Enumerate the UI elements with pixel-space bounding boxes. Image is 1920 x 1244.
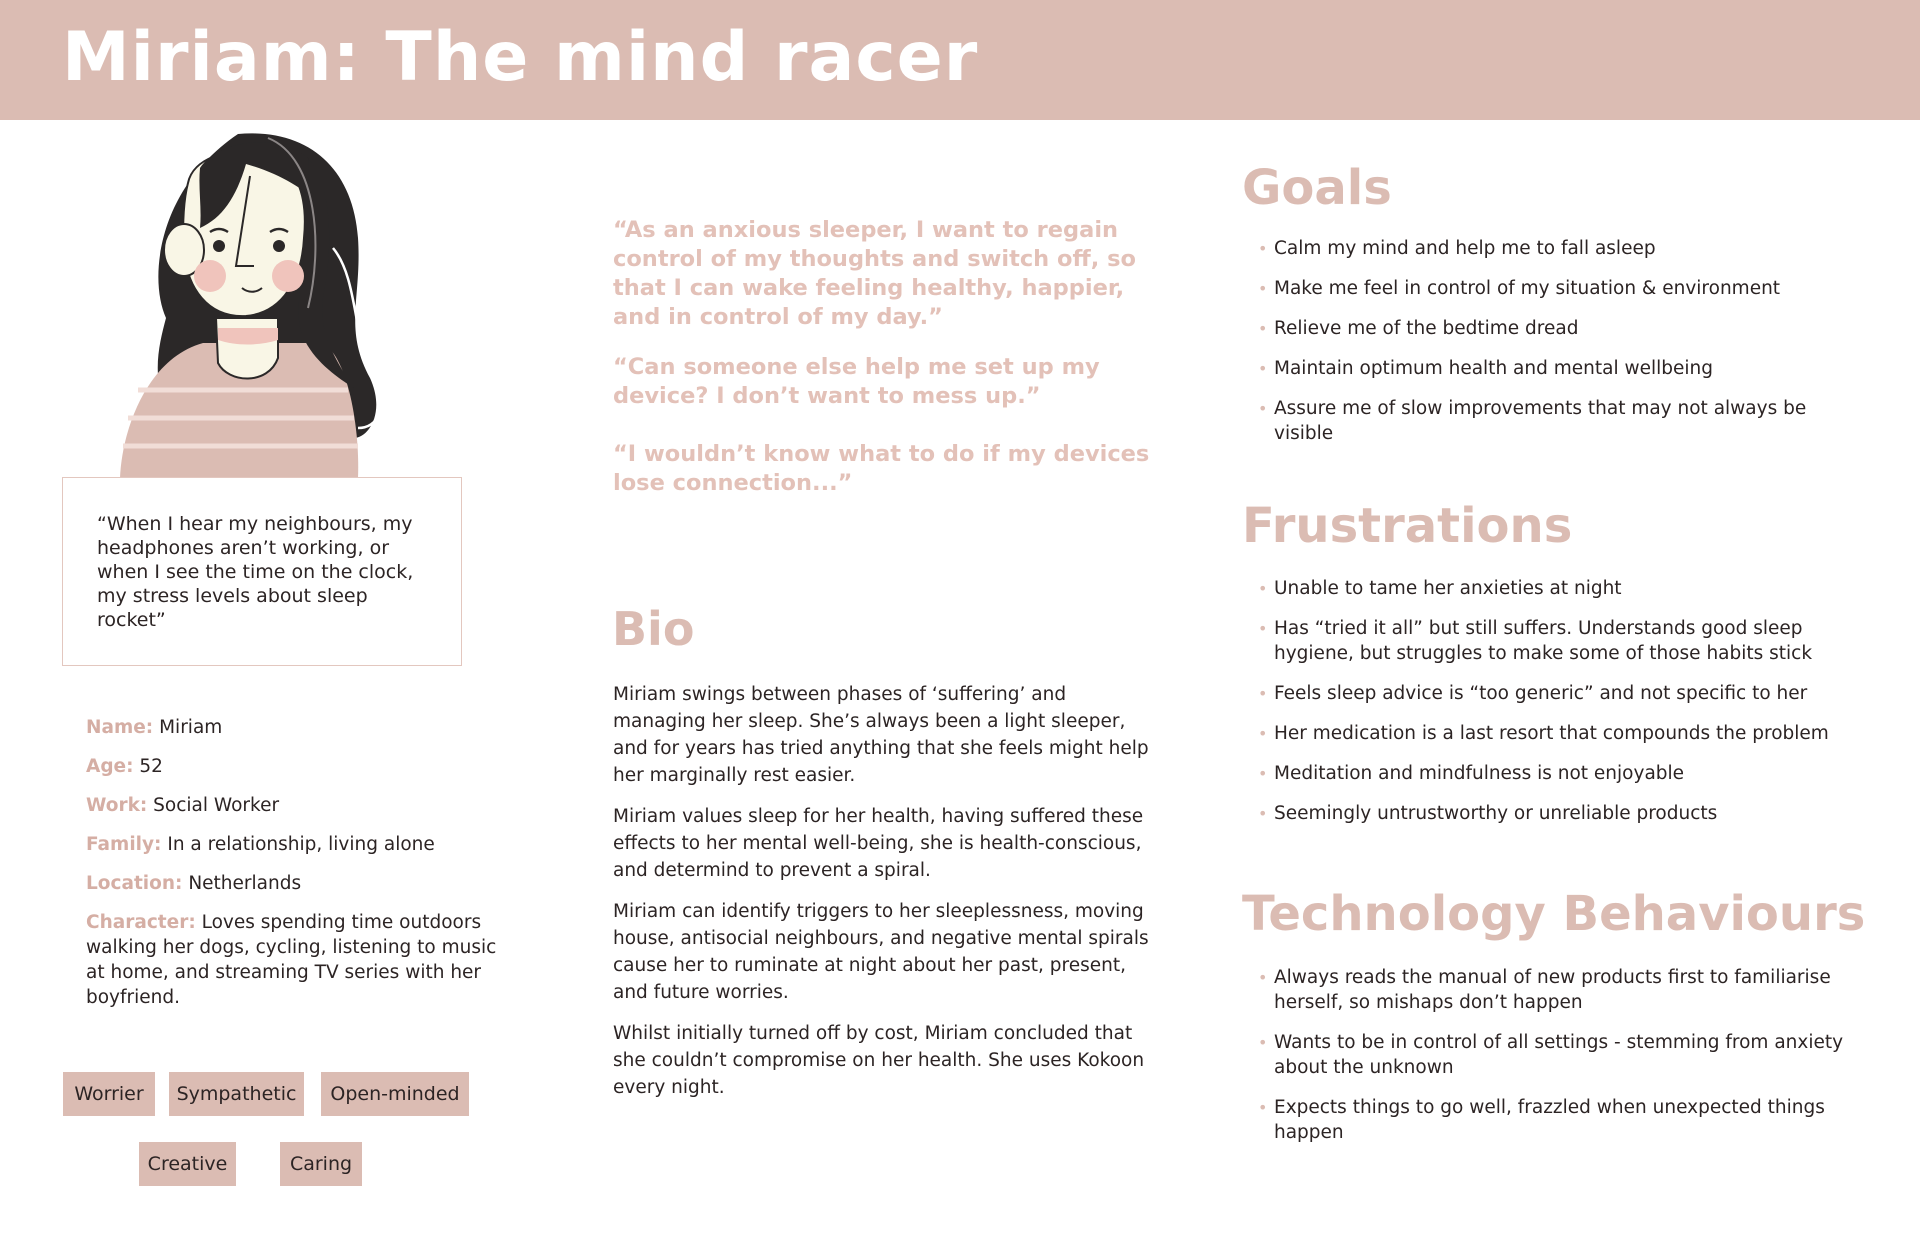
fact-name (86, 715, 506, 740)
bio-text (613, 681, 1158, 1115)
fact-age (86, 754, 506, 779)
frustration-item: • Her medication is a last resort that compounds the problem (1258, 721, 1854, 746)
bio-paragraph: Miriam values sleep for her health, having suffered these effects to her mental well-being, she is health-conscious, and determind to prevent a spiral. (613, 806, 1144, 881)
bio-paragraph: Whilst initially turned off by cost, Miriam concluded that she couldn’t compromise on her health. She uses Kokoon every night. (613, 1023, 1145, 1098)
goal-item: • Calm my mind and help me to fall asleep (1258, 236, 1854, 261)
fact-label: Name: (86, 717, 154, 738)
fact-label: Family: (86, 834, 162, 855)
bio-paragraph: Miriam can identify triggers to her sleeplessness, moving house, antisocial neighbours, and negative mental spirals cause her to ruminate at night about her past, present, and future worries. (613, 901, 1149, 1003)
technology-heading: Technology Behaviours (1242, 886, 1866, 942)
goal-item: • Maintain optimum health and mental wellbeing (1258, 356, 1854, 381)
user-quotes (613, 216, 1153, 498)
persona-facts (86, 715, 506, 1024)
frustration-item: • Meditation and mindfulness is not enjoyable (1258, 761, 1854, 786)
frustration-item: • Has “tried it all” but still suffers. Understands good sleep hygiene, but struggles to make some of those habits stick (1258, 616, 1854, 666)
goal-item: • Relieve me of the bedtime dread (1258, 316, 1854, 341)
fact-value: In a relationship, living alone (167, 834, 435, 855)
fact-label: Location: (86, 873, 183, 894)
trait-tag-creative: Creative (139, 1142, 236, 1186)
fact-label: Character: (86, 912, 196, 933)
fact-value: Loves spending time outdoors walking her dogs, cycling, listening to music at home, and streaming TV series with her boyfriend. (86, 912, 497, 1008)
trait-tag-worrier: Worrier (63, 1072, 155, 1116)
fact-family (86, 832, 506, 857)
fact-label: Age: (86, 756, 134, 777)
technology-item: • Wants to be in control of all settings - stemming from anxiety about the unknown (1258, 1030, 1854, 1080)
bio-paragraph: Miriam swings between phases of ‘suffering’ and managing her sleep. She’s always been a light sleeper, and for years has tried anything that she feels might help her marginally rest easier. (613, 684, 1149, 786)
page-title: Miriam: The mind racer (62, 18, 979, 97)
fact-label: Work: (86, 795, 148, 816)
persona-avatar (118, 128, 418, 478)
persona-quote-box (62, 477, 462, 666)
trait-tag-open-minded: Open-minded (321, 1072, 469, 1116)
frustration-item: • Unable to tame her anxieties at night (1258, 576, 1854, 601)
fact-work (86, 793, 506, 818)
bio-heading: Bio (612, 602, 695, 656)
trait-tag-sympathetic: Sympathetic (169, 1072, 304, 1116)
fact-value: Miriam (159, 717, 223, 738)
fact-location (86, 871, 506, 896)
goal-item: • Make me feel in control of my situation & environment (1258, 276, 1854, 301)
trait-tag-caring: Caring (280, 1142, 362, 1186)
frustrations-heading: Frustrations (1242, 498, 1573, 554)
goals-heading: Goals (1242, 160, 1392, 216)
frustration-item: • Feels sleep advice is “too generic” and not specific to her (1258, 681, 1854, 706)
fact-value: Netherlands (188, 873, 302, 894)
fact-value: 52 (139, 756, 163, 777)
user-quote: “I wouldn’t know what to do if my devices lose connection...” (613, 441, 1150, 496)
goal-item: • Assure me of slow improvements that may not always be visible (1258, 396, 1854, 446)
technology-item: • Always reads the manual of new products first to familiarise herself, so mishaps don’t happen (1258, 965, 1854, 1015)
user-quote: “Can someone else help me set up my device? I don’t want to mess up.” (613, 354, 1100, 409)
fact-value: Social Worker (153, 795, 280, 816)
user-quote: “As an anxious sleeper, I want to regain control of my thoughts and switch off, so that I can wake feeling healthy, happier, and in control of my day.” (613, 217, 1136, 330)
frustration-item: • Seemingly untrustworthy or unreliable products (1258, 801, 1854, 826)
fact-character (86, 910, 506, 1010)
persona-quote: “When I hear my neighbours, my headphones aren’t working, or when I see the time on the clock, my stress levels about sleep rocket” (97, 513, 414, 631)
header-banner (0, 0, 1920, 120)
technology-item: • Expects things to go well, frazzled when unexpected things happen (1258, 1095, 1854, 1145)
